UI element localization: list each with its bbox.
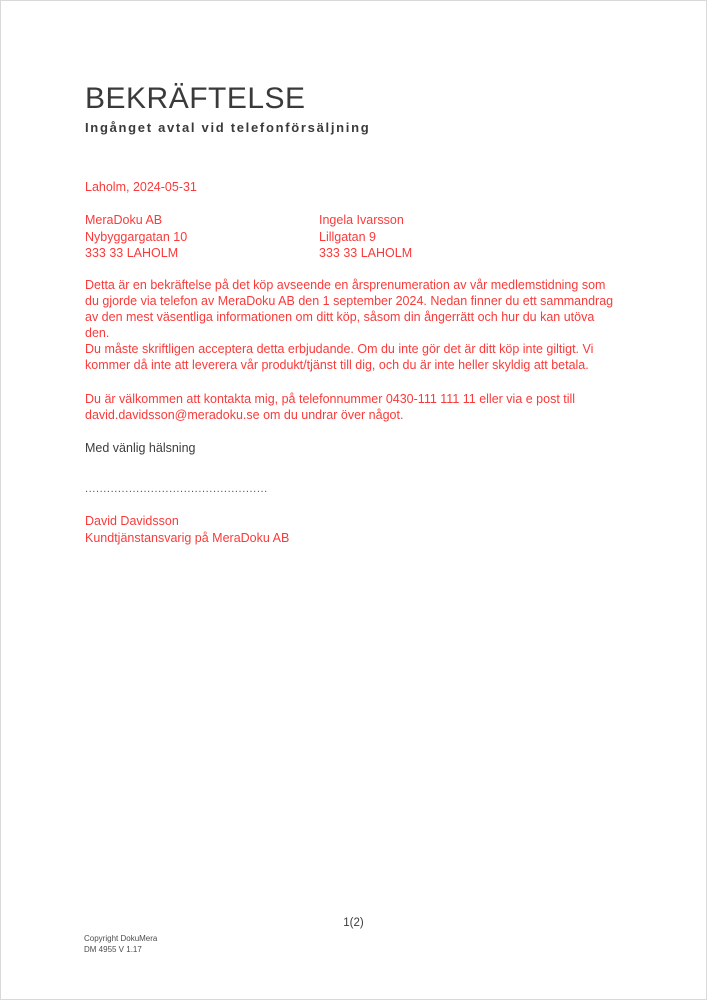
page-subtitle: Ingånget avtal vid telefonförsäljning	[85, 120, 371, 135]
footer-copyright	[84, 934, 157, 955]
paragraph-purchase-confirmation: Detta är en bekräftelse på det köp avseende en årsprenumeration av vår medlemstidning som du gjorde via telefon av MeraDoku AB den 1 september 2024. Nedan finner du ett sammandrag av den mest väsentliga informationen om ditt köp, såsom din ångerrätt och hur du kan utöva den.	[85, 278, 614, 340]
signature-line: ..................................................	[85, 483, 268, 495]
paragraph-contact-info: Du är välkommen att kontakta mig, på telefonnummer 0430-111 111 11 eller via e post till david.davidsson@meradoku.se om du undrar över något.	[85, 392, 576, 422]
sender-address	[85, 212, 187, 262]
sender-street: Nybyggargatan 10	[85, 229, 188, 244]
recipient-postal-city: 333 33 LAHOLM	[319, 246, 413, 260]
sender-postal-city: 333 33 LAHOLM	[85, 246, 179, 260]
recipient-name: Ingela Ivarsson	[319, 213, 404, 227]
recipient-address	[319, 212, 412, 262]
date-line: Laholm, 2024-05-31	[85, 180, 197, 194]
footer-copyright-line1: Copyright DokuMera	[84, 934, 158, 943]
paragraph-acceptance-requirement: Du måste skriftligen acceptera detta erbjudande. Om du inte gör det är ditt köp inte giltigt. Vi kommer då inte att leverera vår produkt/tjänst till dig, och du är inte heller skyldig att betala.	[85, 342, 594, 372]
signer-title: Kundtjänstansvarig på MeraDoku AB	[85, 531, 290, 545]
recipient-street: Lillgatan 9	[319, 229, 376, 244]
closing-salutation: Med vänlig hälsning	[85, 441, 196, 455]
sender-name: MeraDoku AB	[85, 213, 163, 227]
page-number: 1(2)	[343, 917, 364, 929]
footer-doc-id: DM 4955 V 1.17	[84, 944, 142, 954]
signer-name: David Davidsson	[85, 514, 179, 528]
page-title: BEKRÄFTELSE	[85, 82, 306, 115]
